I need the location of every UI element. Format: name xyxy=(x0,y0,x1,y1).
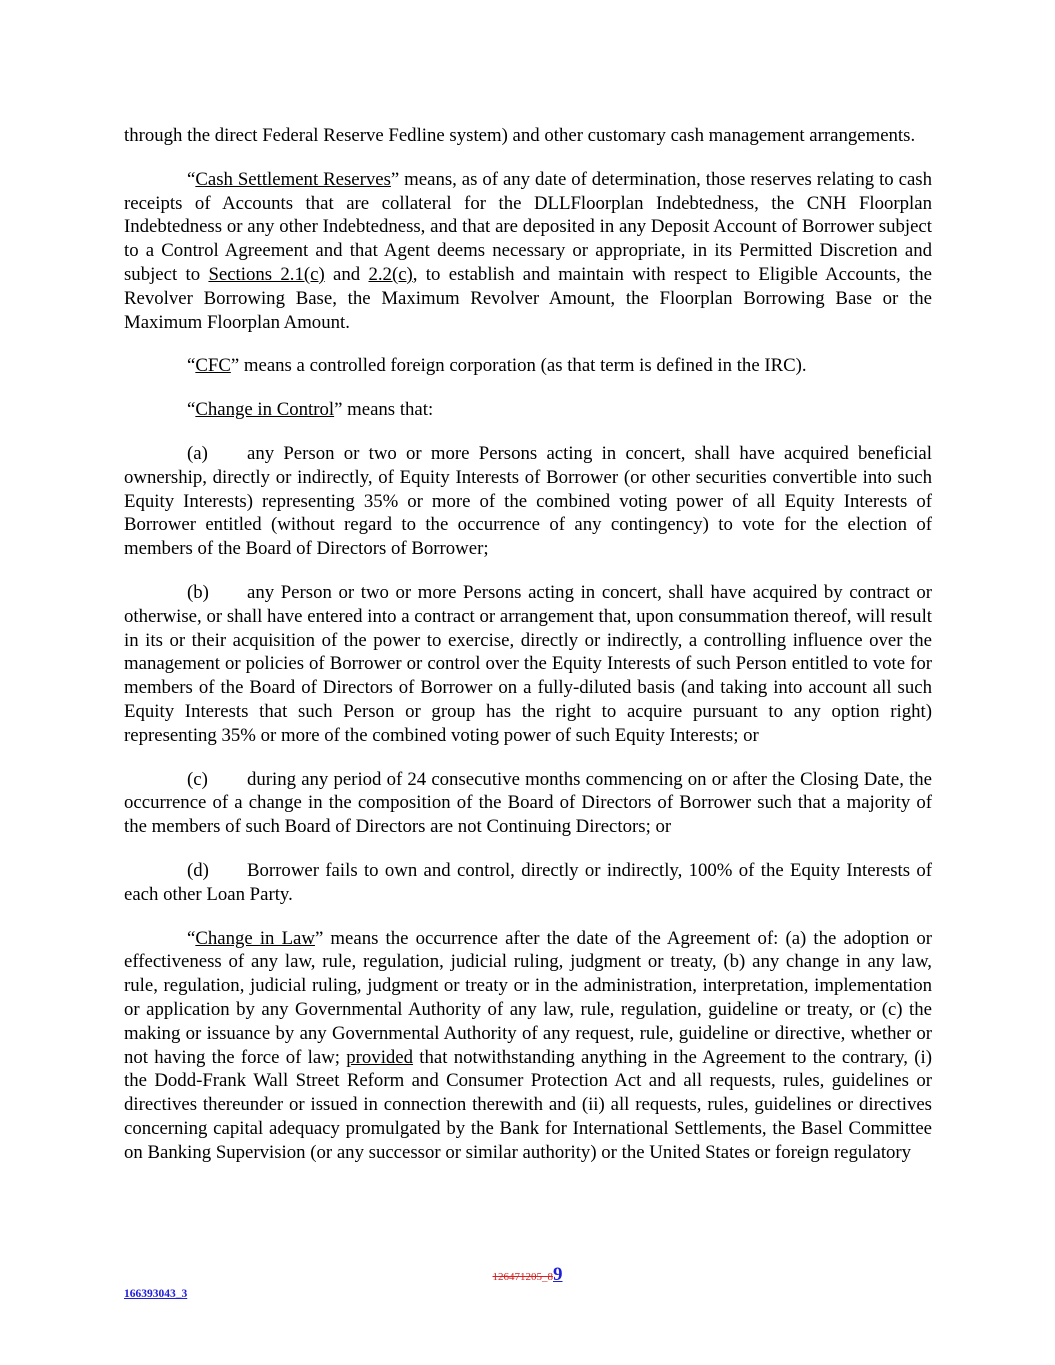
defined-term: CFC xyxy=(195,355,231,377)
definition-cash-settlement-reserves: “Cash Settlement Reserves” means, as of any date of determination, those reserves relating to cash receipts of Accounts that are collateral for the DLLFloorplan Indebtedness, the CNH Floorplan Indebtedness or any other Indebtedness, and that are deposited in any Deposit Account of Borrower subject to a Control Agreement and that Agent deems necessary or appropriate, in its Permitted Discretion and subject to Sections 2.1(c) and 2.2(c), to establish and maintain with respect to Eligible Accounts, the Revolver Borrowing Base, the Maximum Revolver Amount, the Floorplan Borrowing Base or the Maximum Floorplan Amount. xyxy=(124,168,932,333)
document-body xyxy=(124,124,932,1184)
defined-term: Change in Control xyxy=(195,399,335,421)
clause-label: (b) xyxy=(187,581,209,603)
clause-c: (c) during any period of 24 consecutive months commencing on or after the Closing Date, the occurrence of a change in the composition of the Board of Directors of Borrower such that a majority of the members of such Board of Directors are not Continuing Directors; or xyxy=(124,768,932,838)
clause-b: (b) any Person or two or more Persons acting in concert, shall have acquired by contract or otherwise, or shall have entered into a contract or arrangement that, upon consummation thereof, will result in its or their acquisition of the power to exercise, directly or indirectly, a controlling influence over the management or policies of Borrower or control over the Equity Interests of such Person entitled to vote for members of the Board of Directors of Borrower on a fully-diluted basis (and taking into account all such Equity Interests that such Person or group has the right to acquire pursuant to any option right) representing 35% or more of the combined voting power of such Equity Interests; or xyxy=(124,581,932,746)
page-number xyxy=(0,1264,1055,1286)
defined-term: Change in Law xyxy=(195,927,315,949)
definition-change-in-law: “Change in Law” means the occurrence after the date of the Agreement of: (a) the adoption or effectiveness of any law, rule, regulation, judicial ruling, judgment or treaty, (b) any change in any law, rule, regulation, judicial ruling, judgment or treaty or in the administration, interpretation, implementation or application by any Governmental Authority of any law, rule, regulation, guideline or treaty, or (c) the making or issuance by any Governmental Authority of any request, rule, guideline or directive, whether or not having the force of law; provided that notwithstanding anything in the Agreement to the contrary, (i) the Dodd-Frank Wall Street Reform and Consumer Protection Act and all requests, rules, guidelines or directives thereunder or issued in connection therewith and (ii) all requests, rules, guidelines or directives concerning capital adequacy promulgated by the Bank for International Settlements, the Basel Committee on Banking Supervision (or any successor or similar authority) or the United States or foreign regulatory xyxy=(124,927,932,1163)
section-reference: 2.2(c) xyxy=(368,263,413,285)
definition-cfc: “CFC” means a controlled foreign corporation (as that term is defined in the IRC). xyxy=(187,355,807,377)
paragraph-continuation: through the direct Federal Reserve Fedline system) and other customary cash management arrangements. xyxy=(124,125,916,146)
deleted-page-number: 126471205_8 xyxy=(492,1271,553,1283)
clause-label: (c) xyxy=(187,768,208,790)
clause-label: (a) xyxy=(187,442,208,464)
inserted-page-number: 9 xyxy=(553,1264,563,1285)
clause-d: (d) Borrower fails to own and control, directly or indirectly, 100% of the Equity Interests of each other Loan Party. xyxy=(124,859,932,905)
document-id: 166393043_3 xyxy=(124,1288,188,1300)
clause-label: (d) xyxy=(187,859,209,881)
defined-term: Cash Settlement Reserves xyxy=(195,168,391,190)
definition-change-in-control: “Change in Control” means that: xyxy=(187,399,434,421)
section-reference: Sections 2.1(c) xyxy=(208,263,325,285)
clause-a: (a) any Person or two or more Persons acting in concert, shall have acquired beneficial ownership, directly or indirectly, of Equity Interests of Borrower (or other securities convertible into such Equity Interests) representing 35% or more of the combined voting power of all Equity Interests of Borrower entitled (without regard to the occurrence of any contingency) to vote for the election of members of the Board of Directors of Borrower; xyxy=(124,442,932,560)
provided-term: provided xyxy=(346,1046,414,1068)
